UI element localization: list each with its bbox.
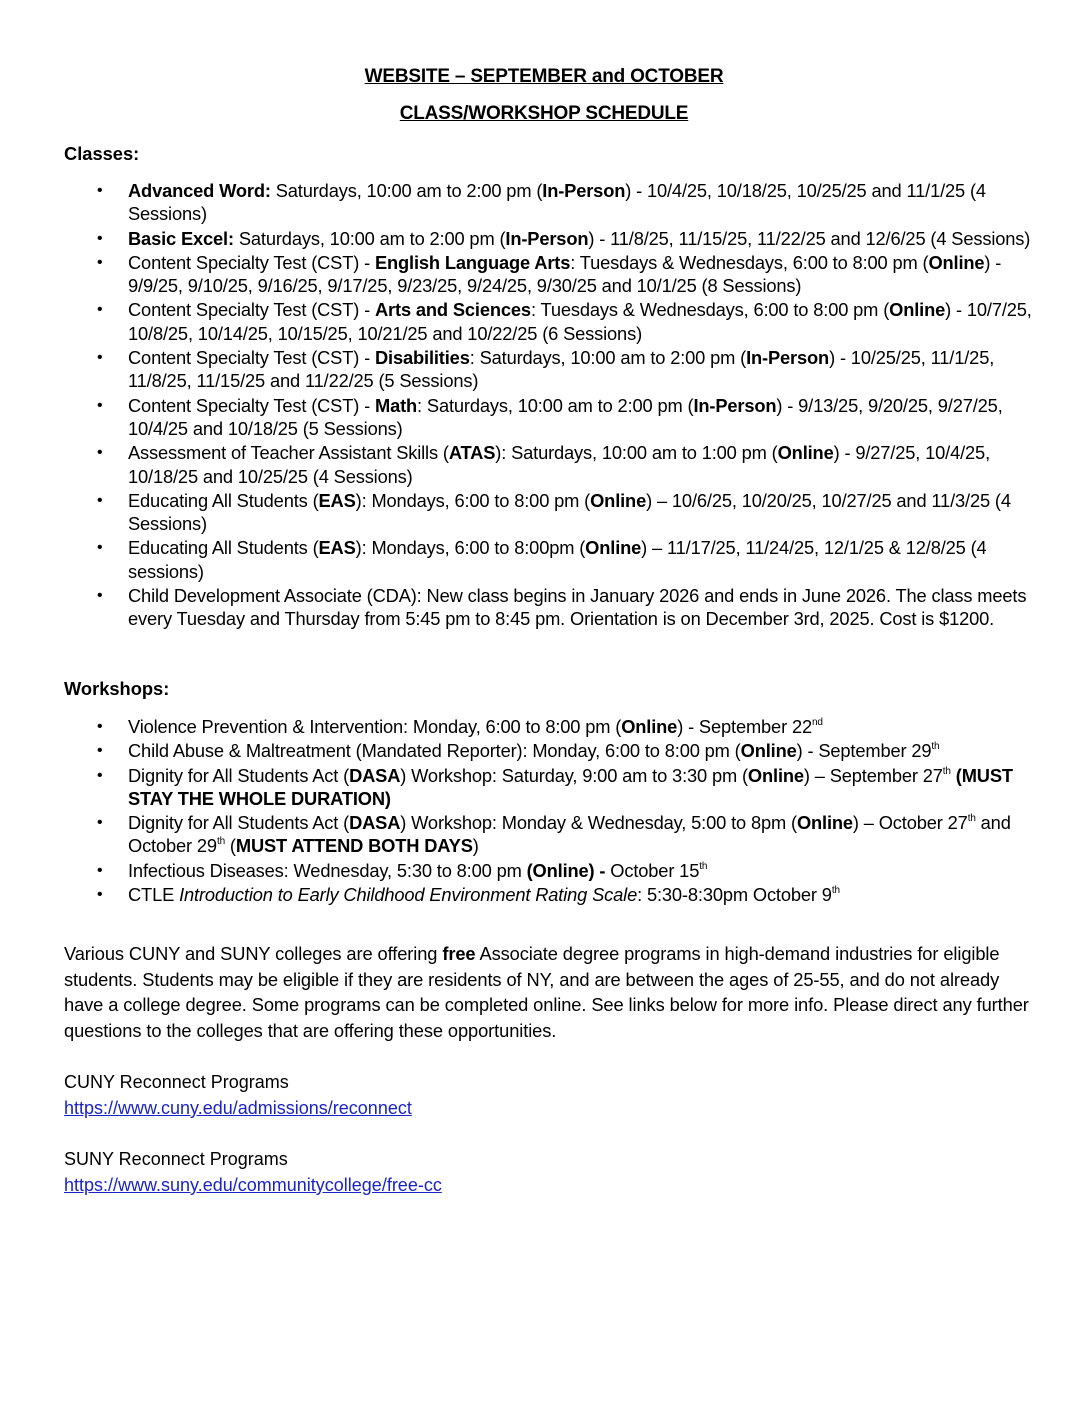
text-run: Violence Prevention & Intervention: Monday, 6:00 to 8:00 pm ( <box>128 716 622 737</box>
text-run: Content Specialty Test (CST) - <box>128 299 375 321</box>
text-run: Child Development Associate (CDA): New class begins in January 2026 and ends in June 2026. The class meets every Tuesday and Thursday from 5:45 pm to 8:45 pm. Orientation is on December 3rd, 2025. Cost is $1200. <box>128 585 1027 630</box>
bold-text: Online <box>590 489 647 511</box>
bullet-icon: • <box>97 301 103 319</box>
list-item <box>0 859 1040 882</box>
bullet-icon: • <box>97 444 103 462</box>
bold-text: In-Person <box>505 227 589 249</box>
text-run: : 5:30-8:30pm October 9 <box>637 884 832 906</box>
text-run: ) – 11/17/25, 11/24/25, 12/1/25 & 12/8/25 (4 sessions) <box>128 537 987 582</box>
text-run: ) - September 22 <box>677 716 812 737</box>
list-item <box>0 346 1040 393</box>
bullet-icon: • <box>97 766 103 784</box>
bold-text: free <box>442 943 476 964</box>
bullet-icon: • <box>97 814 103 832</box>
bullet-icon: • <box>97 718 103 735</box>
bullet-icon: • <box>97 396 103 414</box>
text-run: Content Specialty Test (CST) - <box>128 251 375 273</box>
italic-text: Introduction to Early Childhood Environment Rating Scale <box>179 884 638 906</box>
list-item <box>0 227 1040 250</box>
list-item <box>0 179 1040 226</box>
ordinal-suffix: th <box>216 836 225 848</box>
text-run: : Tuesdays & Wednesdays, 6:00 to 8:00 pm ( <box>570 251 929 273</box>
text-run: Saturdays, 10:00 am to 2:00 pm ( <box>233 227 506 249</box>
text-run: Infectious Diseases: Wednesday, 5:30 to 8:00 pm <box>128 859 527 881</box>
bold-text: Online <box>928 251 985 273</box>
bold-text: (Online) - <box>526 859 606 881</box>
bold-text: (MUST STAY THE WHOLE DURATION) <box>128 764 1013 809</box>
text-run: ) – October 27 <box>852 812 968 834</box>
workshops-heading: Workshops: <box>64 678 170 699</box>
bullet-icon: • <box>97 742 103 760</box>
bold-text: EAS <box>318 537 356 559</box>
text-run: Assessment of Teacher Assistant Skills ( <box>128 442 449 464</box>
list-item <box>0 251 1040 298</box>
classes-heading: Classes: <box>64 143 140 164</box>
bold-text: Online <box>740 740 797 762</box>
list-item <box>0 536 1040 583</box>
text-run: Content Specialty Test (CST) - <box>128 347 375 369</box>
bold-text: Online <box>621 716 678 737</box>
bold-text: Basic Excel: <box>128 227 234 249</box>
text-run: ) Workshop: Saturday, 9:00 am to 3:30 pm ( <box>400 764 748 786</box>
text-run: Child Abuse & Maltreatment (Mandated Reporter): Monday, 6:00 to 8:00 pm ( <box>128 740 741 762</box>
bold-text: ATAS <box>448 442 496 464</box>
bold-text: DASA <box>349 812 401 834</box>
text-run: ): Saturdays, 10:00 am to 1:00 pm ( <box>495 442 778 464</box>
text-run: ) - 10/7/25, 10/8/25, 10/14/25, 10/15/25, 10/21/25 and 10/22/25 (6 Sessions) <box>128 299 1032 344</box>
bullet-icon: • <box>97 491 103 509</box>
document-title: WEBSITE – SEPTEMBER and OCTOBER <box>364 66 724 87</box>
list-item <box>0 811 1040 858</box>
bullet-icon: • <box>97 539 103 557</box>
ordinal-suffix: th <box>967 813 976 825</box>
text-run: Saturdays, 10:00 am to 2:00 pm ( <box>270 180 543 201</box>
text-run: : Tuesdays & Wednesdays, 6:00 to 8:00 pm ( <box>530 299 890 321</box>
text-run: and October 29 <box>128 812 1011 857</box>
text-run: : Saturdays, 10:00 am to 2:00 pm ( <box>469 347 747 369</box>
ordinal-suffix: th <box>831 885 840 897</box>
ordinal-suffix: th <box>931 741 940 753</box>
text-run: : Saturdays, 10:00 am to 2:00 pm ( <box>417 394 694 416</box>
text-run: October 15 <box>605 859 700 881</box>
text-run: ( <box>225 835 236 857</box>
text-run: ): Mondays, 6:00 to 8:00 pm ( <box>355 489 591 511</box>
bold-text: In-Person <box>746 347 830 369</box>
text-run: ) - 9/9/25, 9/10/25, 9/16/25, 9/17/25, 9/23/25, 9/24/25, 9/30/25 and 10/1/25 (8 Sessions) <box>128 251 1002 297</box>
classes-list <box>0 179 1040 632</box>
list-item <box>0 489 1040 536</box>
text-run: ) - 10/25/25, 11/1/25, 11/8/25, 11/15/25 and 11/22/25 (5 Sessions) <box>128 347 995 392</box>
bullet-icon: • <box>97 253 103 271</box>
bullet-icon: • <box>97 886 103 904</box>
text-run: ) - 9/27/25, 10/4/25, 10/18/25 and 10/25/25 (4 Sessions) <box>128 442 991 487</box>
bold-text: Online <box>777 442 834 464</box>
bold-text: In-Person <box>693 394 777 416</box>
bold-text: In-Person <box>542 180 626 201</box>
text-run: ) - 10/4/25, 10/18/25, 10/25/25 and 11/1/25 (4 Sessions) <box>128 180 986 225</box>
bold-text: Online <box>585 537 642 559</box>
bullet-icon: • <box>97 182 103 199</box>
list-item <box>0 298 1040 345</box>
bold-text: Arts and Sciences <box>374 299 531 321</box>
list-item <box>0 883 1040 906</box>
bold-text: Advanced Word: <box>128 180 271 201</box>
list-item <box>0 584 1040 631</box>
bold-text: Online <box>796 812 853 834</box>
text-run: ) - September 29 <box>796 740 932 762</box>
text-run: ) - 11/8/25, 11/15/25, 11/22/25 and 12/6/25 (4 Sessions) <box>588 227 1031 249</box>
text-run: Associate degree programs in high-demand industries for eligible students. Students may be eligible if they are residents of NY, and are between the ages of 25-55, and do not already have a college degree. Some programs can be completed online. See links below for more info. Please direct any further questions to the colleges that are offering these opportunities. <box>64 943 1029 1041</box>
bold-text: Online <box>747 764 804 786</box>
document-subtitle: CLASS/WORKSHOP SCHEDULE <box>399 103 689 124</box>
bold-text: Online <box>889 299 946 321</box>
bold-text: English Language Arts <box>374 251 571 273</box>
cuny-reconnect-link[interactable]: https://www.cuny.edu/admissions/reconnect <box>64 1098 412 1118</box>
text-run: CTLE <box>128 884 180 906</box>
text-run: ) – 10/6/25, 10/20/25, 10/27/25 and 11/3/25 (4 Sessions) <box>128 489 1011 535</box>
list-item <box>0 441 1040 488</box>
text-run: Various CUNY and SUNY colleges are offering <box>64 943 443 964</box>
list-item <box>0 715 1040 738</box>
bold-text: MUST ATTEND BOTH DAYS <box>235 835 473 857</box>
ordinal-suffix: nd <box>811 717 823 728</box>
text-run: ) <box>472 835 479 857</box>
bold-text: DASA <box>349 764 401 786</box>
text-run: ) Workshop: Monday & Wednesday, 5:00 to 8pm ( <box>400 812 797 834</box>
bullet-icon: • <box>97 229 103 247</box>
list-item <box>0 764 1040 811</box>
text-run: ): Mondays, 6:00 to 8:00pm ( <box>355 537 586 559</box>
text-run: Educating All Students ( <box>128 489 319 511</box>
info-paragraph <box>64 941 1039 1043</box>
ordinal-suffix: th <box>699 860 708 872</box>
text-run: Content Specialty Test (CST) - <box>128 394 375 416</box>
list-item <box>0 394 1040 441</box>
list-item <box>0 739 1040 762</box>
bullet-icon: • <box>97 861 103 879</box>
text-run: ) – September 27 <box>803 764 943 786</box>
text-run: Dignity for All Students Act ( <box>128 812 350 834</box>
text-run: ) - 9/13/25, 9/20/25, 9/27/25, 10/4/25 and 10/18/25 (5 Sessions) <box>128 394 1003 439</box>
suny-link-label: SUNY Reconnect Programs <box>64 1149 288 1169</box>
text-run: Dignity for All Students Act ( <box>128 764 350 786</box>
bullet-icon: • <box>97 587 103 605</box>
bold-text: Math <box>374 394 418 416</box>
text-run: Educating All Students ( <box>128 537 319 559</box>
workshops-list <box>0 715 1040 907</box>
suny-reconnect-link[interactable]: https://www.suny.edu/communitycollege/free-cc <box>64 1175 442 1195</box>
ordinal-suffix: th <box>942 765 951 777</box>
bullet-icon: • <box>97 349 103 367</box>
bold-text: Disabilities <box>374 347 470 369</box>
bold-text: EAS <box>318 489 356 511</box>
cuny-link-label: CUNY Reconnect Programs <box>64 1072 289 1092</box>
